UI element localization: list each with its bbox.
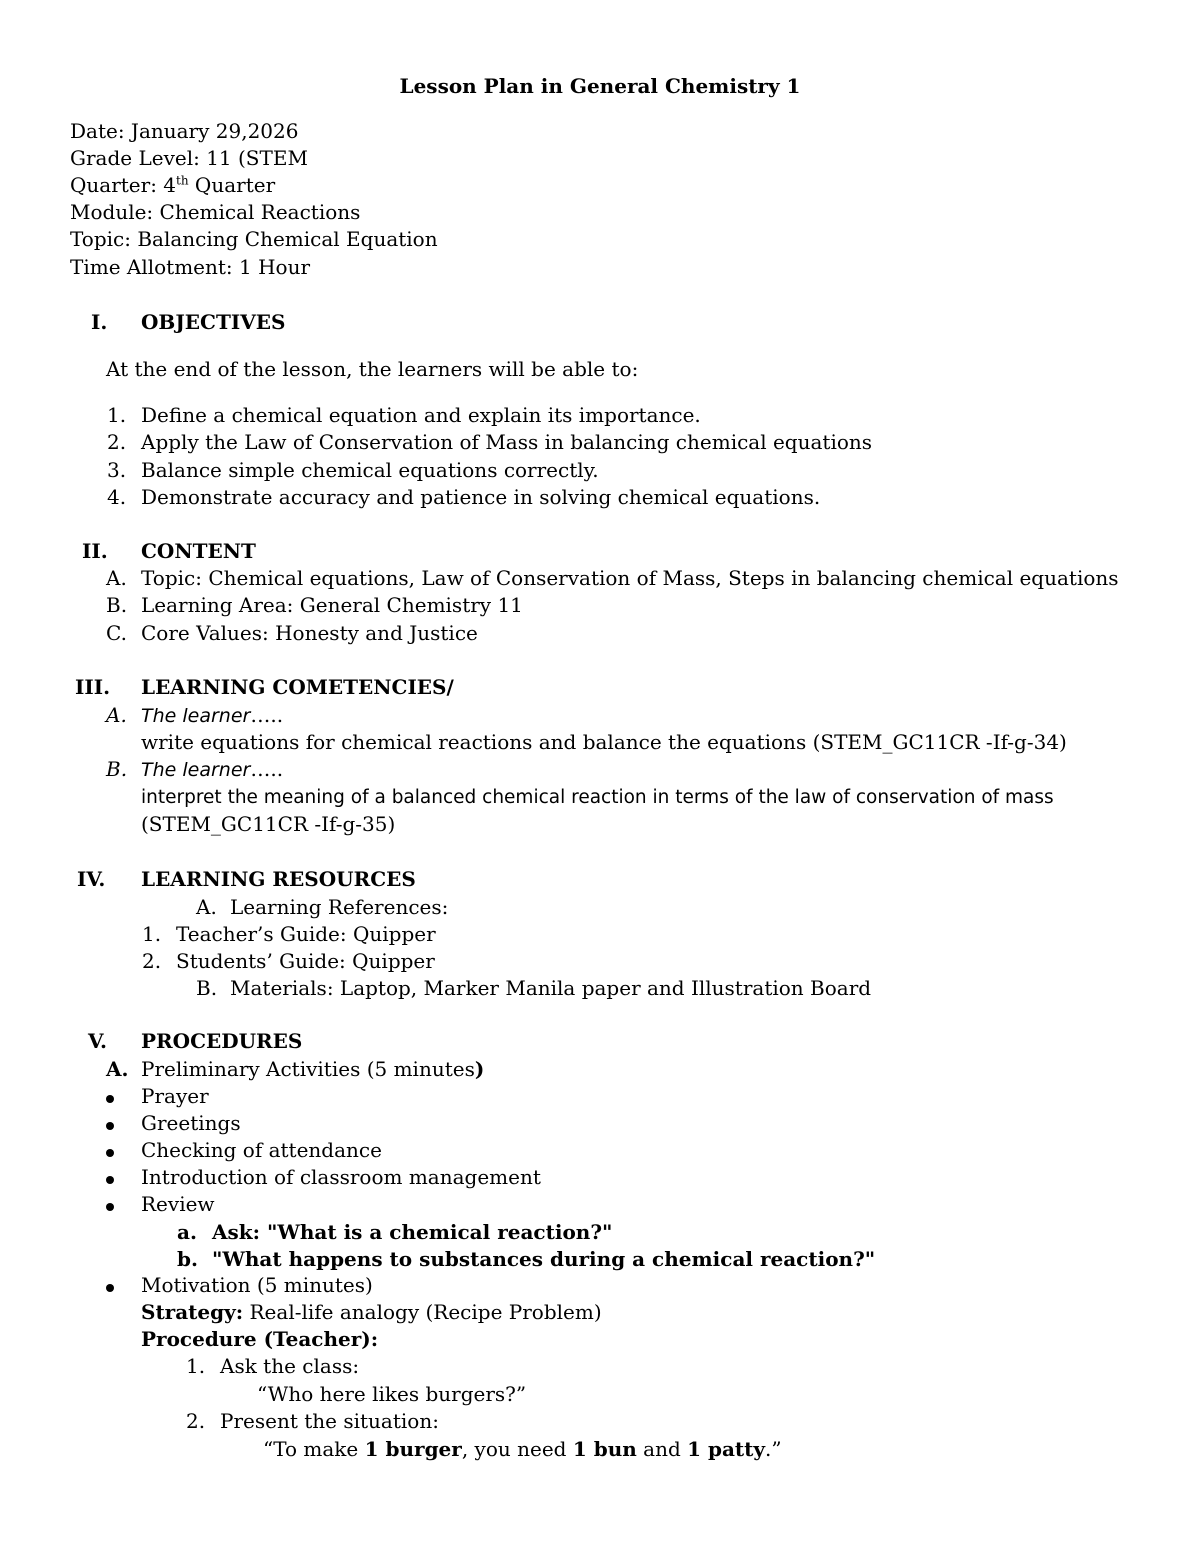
section-numeral: IV. xyxy=(77,867,106,891)
list-item-letter: B. xyxy=(196,976,218,1000)
motivation-line: Motivation (5 minutes) xyxy=(141,1273,373,1297)
objective-item: Define a chemical equation and explain its importance. xyxy=(141,403,701,427)
list-item-letter: B. xyxy=(106,757,128,781)
bullet-icon xyxy=(106,1191,114,1218)
objectives-intro: At the end of the lesson, the learners will be able to: xyxy=(106,357,639,381)
bullet-icon xyxy=(106,1083,114,1110)
procedure-step: Ask the class: xyxy=(220,1354,360,1378)
review-question: "What happens to substances during a chemical reaction?" xyxy=(212,1247,876,1271)
list-item-number: 1. xyxy=(107,403,127,427)
page-title: Lesson Plan in General Chemistry 1 xyxy=(399,74,801,98)
competencies-heading: LEARNING COMETENCIES/ xyxy=(141,675,454,699)
preliminary-activities: Preliminary Activities (5 minutes) xyxy=(141,1057,485,1081)
review-item-label: a. xyxy=(177,1220,197,1244)
resources-references: Learning References: xyxy=(230,895,449,919)
procedure-quote: “Who here likes burgers?” xyxy=(257,1382,527,1406)
list-item-letter: C. xyxy=(106,621,127,645)
quarter-line: Quarter: 4th Quarter xyxy=(70,173,276,197)
objective-item: Balance simple chemical equations correctly. xyxy=(141,458,599,482)
objective-item: Demonstrate accuracy and patience in solving chemical equations. xyxy=(141,485,821,509)
list-item-letter: B. xyxy=(106,593,128,617)
content-heading: CONTENT xyxy=(141,539,256,563)
procedures-heading: PROCEDURES xyxy=(141,1029,303,1053)
bullet-item: Introduction of classroom management xyxy=(141,1165,541,1189)
bullet-icon xyxy=(106,1272,114,1299)
grade-level-line: Grade Level: 11 (STEM xyxy=(70,146,308,170)
date-line: Date: January 29,2026 xyxy=(70,119,299,143)
section-numeral: V. xyxy=(88,1029,107,1053)
reference-item: Students’ Guide: Quipper xyxy=(176,949,435,973)
competency-a-text: write equations for chemical reactions and balance the equations (STEM_GC11CR -If-g-34) xyxy=(141,730,1067,754)
competency-a-learner: The learner….. xyxy=(141,703,284,727)
list-item-number: 3. xyxy=(107,458,127,482)
strategy-line: Strategy: Real-life analogy (Recipe Problem) xyxy=(141,1300,602,1324)
procedure-quote: “To make 1 burger, you need 1 bun and 1 patty.” xyxy=(263,1437,782,1461)
topic-line: Topic: Balancing Chemical Equation xyxy=(70,227,438,251)
bullet-icon xyxy=(106,1137,114,1164)
content-item: Learning Area: General Chemistry 11 xyxy=(141,593,523,617)
resources-materials: Materials: Laptop, Marker Manila paper and Illustration Board xyxy=(230,976,872,1000)
competency-b-code: (STEM_GC11CR -If-g-35) xyxy=(141,812,396,836)
objective-item: Apply the Law of Conservation of Mass in balancing chemical equations xyxy=(141,430,873,454)
procedure-teacher-label: Procedure (Teacher): xyxy=(141,1327,379,1351)
module-line: Module: Chemical Reactions xyxy=(70,200,361,224)
competency-b-learner: The learner….. xyxy=(141,757,284,781)
list-item-letter: A. xyxy=(106,566,127,590)
section-numeral: II. xyxy=(82,539,108,563)
time-allotment-line: Time Allotment: 1 Hour xyxy=(70,255,311,279)
list-item-number: 2. xyxy=(186,1409,206,1433)
list-item-letter: A. xyxy=(196,895,217,919)
reference-item: Teacher’s Guide: Quipper xyxy=(176,922,436,946)
list-item-number: 1. xyxy=(186,1354,206,1378)
content-item: Topic: Chemical equations, Law of Conservation of Mass, Steps in balancing chemical equations xyxy=(141,566,1119,590)
section-numeral: I. xyxy=(91,310,108,334)
bullet-item: Checking of attendance xyxy=(141,1138,382,1162)
list-item-letter: A. xyxy=(106,1057,129,1081)
bullet-item: Review xyxy=(141,1192,215,1216)
review-question: Ask: "What is a chemical reaction?" xyxy=(212,1220,613,1244)
content-item: Core Values: Honesty and Justice xyxy=(141,621,478,645)
bullet-item: Greetings xyxy=(141,1111,241,1135)
objectives-heading: OBJECTIVES xyxy=(141,310,286,334)
bullet-icon xyxy=(106,1164,114,1191)
competency-b-text: interpret the meaning of a balanced chemical reaction in terms of the law of conservation of mass xyxy=(141,787,1054,808)
section-numeral: III. xyxy=(75,675,111,699)
bullet-item: Prayer xyxy=(141,1084,209,1108)
resources-heading: LEARNING RESOURCES xyxy=(141,867,416,891)
list-item-letter: A. xyxy=(106,703,127,727)
list-item-number: 2. xyxy=(107,430,127,454)
procedure-step: Present the situation: xyxy=(220,1409,439,1433)
bullet-icon xyxy=(106,1110,114,1137)
list-item-number: 4. xyxy=(107,485,127,509)
list-item-number: 2. xyxy=(142,949,162,973)
list-item-number: 1. xyxy=(142,922,162,946)
review-item-label: b. xyxy=(177,1247,198,1271)
